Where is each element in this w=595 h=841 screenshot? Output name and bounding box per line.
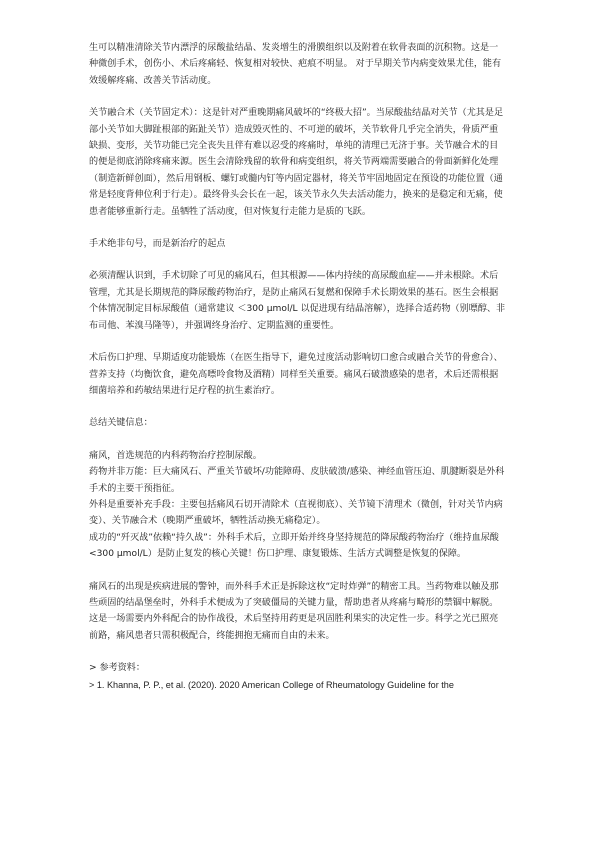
reference-item: > 1. Khanna, P. P., et al. (2020). 2020 American College of Rheumatology Guideline for the <box>89 679 454 690</box>
paragraph-joint-fusion: 关节融合术（关节固定术）：这是针对严重晚期痛风破坏的“终极大招”。当尿酸盐结晶对关节（尤其是足部小关节如大脚趾根部的跖趾关节）造成毁灭性的、不可逆的破坏，关节软骨几乎完全消失，骨质严重缺损、变形，关节功能已完全丧失且伴有难以忍受的疼痛时，单纯的清理已无济于事。关节融合术的目的便是彻底消除疼痛来源。医生会清除残留的软骨和病变组织，将关节两端需要融合的骨面新鲜化处理（制造新鲜创面），然后用钢板、螺钉或髓内钉等内固定器材，将关节牢固地固定在预设的功能位置（通常是轻度背伸位利于行走）。最终骨头会长在一起，该关节永久失去活动能力，换来的是稳定和无痛，使患者能够重新行走。虽牺牲了活动度，但对恢复行走能力是质的飞跃。 <box>89 108 504 217</box>
paragraph-postoperative-care: 术后伤口护理、早期适度功能锻炼（在医生指导下，避免过度活动影响切口愈合或融合关节的骨愈合）、营养支持（均衡饮食，避免高嘌呤食物及酒精）同样至关重要。痛风石破溃感染的患者，术后还需根据细菌培养和药敏结果进行足疗程的抗生素治疗。 <box>89 353 503 396</box>
section-heading-summary: 总结关键信息： <box>89 418 153 429</box>
summary-item: 成功的“歼灭战”依赖“持久战”：外科手术后，立即开始并终身坚持规范的降尿酸药物治疗（维持血尿酸<300 μmol/L）是防止复发的核心关键！伤口护理、康复锻炼、生活方式调整是恢复的保障。 <box>89 532 499 560</box>
summary-item: 痛风，首选规范的内科药物治疗控制尿酸。 <box>89 450 262 461</box>
references-title: > 参考资料： <box>89 663 145 674</box>
section-heading-surgery-not-end: 手术绝非句号，而是新治疗的起点 <box>89 239 226 250</box>
summary-item: 药物并非万能：巨大痛风石、严重关节破坏/功能障碍、皮肤破溃/感染、神经血管压迫、肌腱断裂是外科手术的主要干预指征。 <box>89 467 505 494</box>
paragraph-postoperative-medication: 必须清醒认识到，手术切除了可见的痛风石，但其根源——体内持续的高尿酸血症——并未根除。术后管理，尤其是长期规范的降尿酸药物治疗，是防止痛风石复燃和保障手术长期效果的基石。医生会根据个体情况制定目标尿酸值（通常建议 ＜300 μmol/L 以促进现有结晶溶解），选择合适药物（别嘌醇、非布司他、苯溴马隆等），并强调终身治疗、定期监测的重要性。 <box>89 271 506 331</box>
paragraph-arthroscopy-end: 生可以精准清除关节内漂浮的尿酸盐结晶、发炎增生的滑膜组织以及附着在软骨表面的沉积物。这是一种微创手术，创伤小、术后疼痛轻、恢复相对较快、疤痕不明显。 对于早期关节内病变效果尤佳，能有效缓解疼痛、改善关节活动度。 <box>89 43 502 86</box>
paragraph-conclusion: 痛风石的出现是疾病进展的警钟，而外科手术正是拆除这枚“定时炸弹”的精密工具。当药物难以触及那些顽固的结晶堡垒时，外科手术便成为了突破僵局的关键力量，帮助患者从疼痛与畸形的禁锢中解脱。这是一场需要内外科配合的协作战役，术后坚持用药更是巩固胜利果实的决定性一步。科学之光已照亮前路，痛风患者只需积极配合，终能拥抱无痛而自由的未来。 <box>89 581 499 641</box>
summary-item: 外科是重要补充手段：主要包括痛风石切开清除术（直视彻底）、关节镜下清理术（微创，针对关节内病变）、关节融合术（晚期严重破坏，牺牲活动换无痛稳定）。 <box>89 499 503 527</box>
